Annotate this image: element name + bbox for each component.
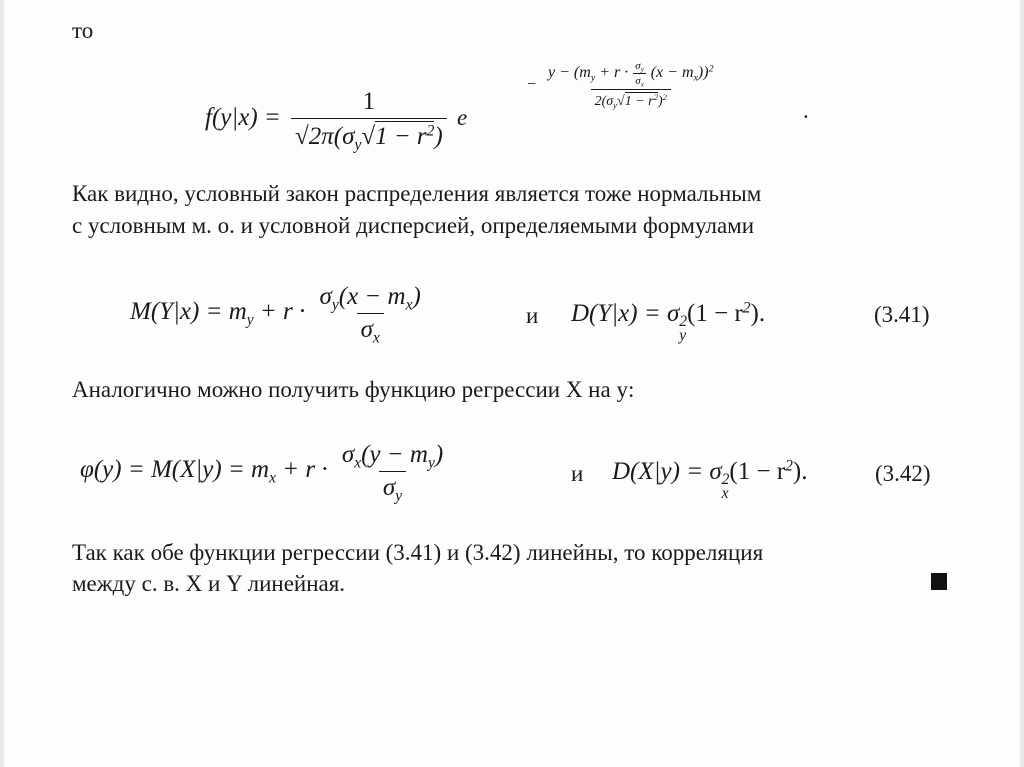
density-den-sub: y (354, 136, 362, 154)
eq342-denominator (379, 471, 406, 505)
page-right-border (1020, 0, 1024, 767)
eq342-lhs: φ(y) = M(X|y) = m (80, 456, 270, 484)
eq341-den: σ (360, 316, 373, 343)
density-den-close: ) (434, 123, 443, 150)
formula-3-41 (130, 283, 429, 347)
eq341-num-b: (x − m (338, 283, 406, 310)
eq341-rhs (571, 300, 765, 343)
density-den-prefix: √2π(σ (295, 123, 355, 150)
eq342-fraction (338, 441, 447, 505)
eq341-lhs-sub: y (246, 311, 254, 329)
eq342-numerator (338, 441, 447, 471)
eq342-num-sub: x (354, 454, 362, 472)
exp-den-sqrt (617, 92, 658, 110)
eq342-rhs-sup2: 2 (785, 457, 793, 475)
page-left-border (0, 0, 4, 767)
exp-inner-num-sigma: σ (635, 60, 641, 72)
equation-number-3-41: (3.41) (874, 302, 930, 327)
eq341-rhs-sub: y (679, 327, 687, 345)
eq342-plus-r: + r · (275, 456, 328, 484)
exp-num-e: x (693, 72, 698, 84)
density-den-sqrt-exp: 2 (426, 122, 435, 140)
density-denominator (291, 118, 447, 154)
formula-3-42 (80, 441, 451, 505)
density-den-sqrt-body: 1 − r (375, 123, 427, 150)
exp-inner-num-sub: y (640, 66, 644, 74)
paragraph-1-line-2: с условным м. о. и условной дисперсией, определяемыми формулами (72, 213, 755, 238)
exp-inner-den-sub: x (640, 81, 644, 89)
eq342-num-sub2: y (427, 454, 435, 472)
eq341-rhs-sup: 2 (679, 313, 688, 331)
exp-den-e: ) (657, 94, 663, 109)
exp-den-c: 1 − r (624, 94, 654, 109)
eq341-num-a: σ (319, 283, 332, 310)
eq341-plus-r: + r · (253, 298, 306, 326)
eq341-num-c: ) (412, 283, 421, 310)
eq342-rhs-b: (1 − r (729, 458, 786, 485)
exp-num-g: 2 (708, 63, 714, 75)
eq342-den-sub: y (395, 487, 403, 505)
paragraph-1-line-1: Как видно, условный закон распределения является тоже нормальным (72, 181, 762, 206)
eq342-rhs-sup: 2 (721, 471, 730, 489)
eq342-rhs-c: ). (792, 458, 808, 485)
exp-num-c: + r · (595, 64, 629, 82)
eq342-and: и (571, 461, 584, 486)
eq341-num-sub: y (331, 296, 339, 314)
eq342-num-c: ) (434, 441, 444, 468)
paragraph-3-line-1: Так как обе функции регрессии (3.41) и (3.42) линейны, то корреляция (72, 540, 764, 565)
eq342-den: σ (382, 474, 396, 501)
end-of-proof-square-icon (931, 573, 947, 590)
exp-den-b: y (613, 100, 618, 111)
exp-den-d: 2 (653, 92, 658, 103)
eq341-rhs-subsup (679, 315, 687, 343)
density-exponent (527, 60, 722, 110)
paragraph-2: Аналогично можно получить функцию регрессии X на y: (72, 377, 635, 402)
exponent-minus: − (527, 76, 537, 93)
exp-inner-fraction (633, 60, 645, 87)
exponent-fraction (544, 60, 717, 110)
exponent-numerator (544, 60, 717, 89)
density-numerator: 1 (362, 88, 376, 115)
eq341-lhs: M(Y|x) = m (130, 298, 247, 326)
exp-sqrt-sign: √ (617, 94, 625, 109)
eq341-and: и (526, 303, 539, 328)
exp-num-b: y (590, 72, 596, 84)
formula-conditional-density (205, 88, 468, 154)
sqrt-sign: √ (361, 123, 376, 150)
exponent-denominator (591, 89, 671, 110)
eq341-rhs-c: ). (750, 300, 766, 327)
eq342-rhs-a: D(X|y) = σ (612, 458, 722, 485)
eq342-num-b: (y − m (361, 441, 428, 468)
eq342-num-a: σ (341, 441, 355, 468)
exp-den-a: 2(σ (594, 94, 614, 109)
exp-num-d: (x − m (650, 64, 694, 82)
density-lhs: f(y|x) = (205, 104, 281, 132)
exp-inner-den-sigma: σ (635, 75, 641, 87)
eq341-rhs-b: (1 − r (687, 300, 743, 327)
eq341-denominator (357, 313, 384, 347)
exp-num-a: y − (m (548, 64, 591, 82)
eq342-lhs-sub: x (269, 469, 276, 487)
eq341-num-sub2: x (405, 296, 413, 314)
eq341-rhs-a: D(Y|x) = σ (571, 300, 680, 327)
density-period: . (803, 98, 809, 123)
exp-den-f: 2 (662, 92, 667, 103)
density-den-sqrt (361, 121, 434, 151)
density-fraction (291, 88, 447, 154)
paragraph-3-line-2: между с. в. X и Y линейная. (72, 571, 346, 596)
eq341-den-sub: x (372, 329, 380, 347)
eq341-fraction (316, 283, 425, 347)
exp-num-f: )) (697, 64, 709, 82)
exp-inner-num (633, 60, 645, 73)
eq342-rhs-sub: x (721, 485, 729, 503)
equation-number-3-42: (3.42) (875, 461, 931, 486)
exp-inner-den (633, 73, 645, 87)
intro-word: то (72, 18, 94, 43)
density-e: e (457, 105, 468, 131)
eq341-numerator (316, 283, 425, 313)
eq342-rhs (612, 458, 807, 501)
eq341-rhs-sup2: 2 (742, 299, 751, 317)
